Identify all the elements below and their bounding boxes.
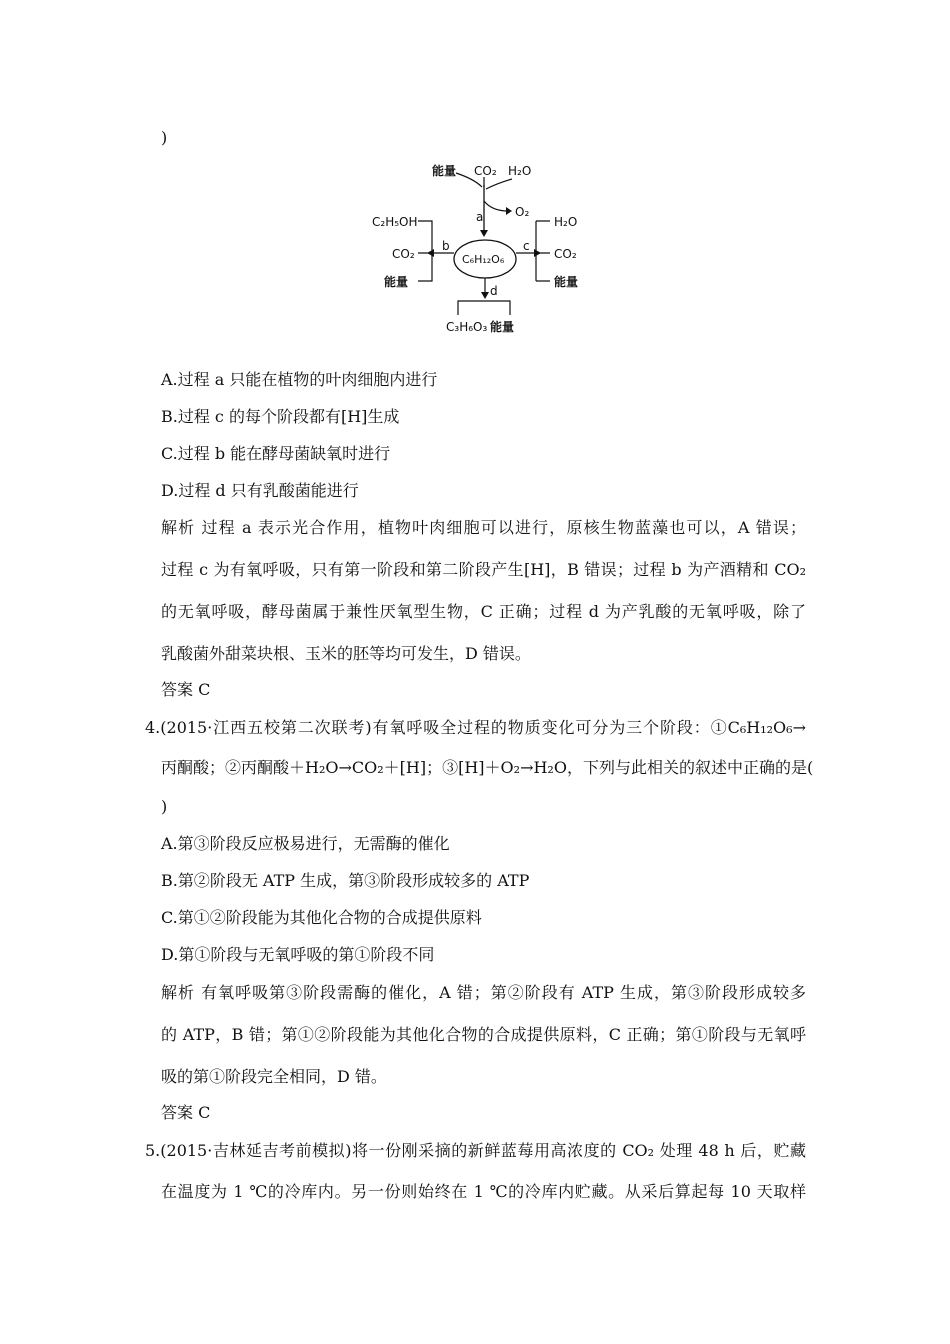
- h2o-top-label: H₂O: [508, 164, 532, 178]
- q5-stem-line-2: 在温度为 1 ℃的冷库内。另一份则始终在 1 ℃的冷库内贮藏。从采后算起每 10 天取样: [161, 1182, 806, 1201]
- q4-stem-line-2: 丙酮酸；②丙酮酸＋H₂O→CO₂＋[H]；③[H]＋O₂→H₂O，下列与此相关的叙述中正确的是(: [161, 758, 814, 777]
- q3-option-a: A.过程 a 只能在植物的叶肉细胞内进行: [161, 370, 438, 389]
- q4-stem-line-3: ): [161, 797, 168, 816]
- q3-analysis-line-3: 的无氧呼吸，酵母菌属于兼性厌氧型生物，C 正确；过程 d 为产乳酸的无氧呼吸，除了: [161, 602, 806, 621]
- q4-analysis-line-3: 吸的第①阶段完全相同，D 错。: [161, 1067, 387, 1086]
- co2-left-label: CO₂: [392, 247, 415, 261]
- co2-right-label: CO₂: [554, 247, 577, 261]
- energy-bottom-label: 能量: [490, 320, 515, 334]
- ethanol-label: C₂H₅OH: [372, 215, 418, 229]
- process-d-label: d: [490, 284, 498, 298]
- q5-stem-line-1: 5.(2015·吉林延吉考前模拟)将一份刚采摘的新鲜蓝莓用高浓度的 CO₂ 处理 48 h 后，贮藏: [145, 1141, 806, 1160]
- energy-right-label: 能量: [554, 275, 579, 289]
- process-b-label: b: [442, 239, 450, 253]
- q3-answer: 答案 C: [161, 680, 211, 699]
- q4-option-a: A.第③阶段反应极易进行，无需酶的催化: [161, 834, 450, 853]
- q3-analysis-line-4: 乳酸菌外甜菜块根、玉米的胚等均可发生，D 错误。: [161, 644, 531, 663]
- q4-analysis-line-2: 的 ATP，B 错；第①②阶段能为其他化合物的合成提供原料，C 正确；第①阶段与无氧呼: [161, 1025, 806, 1044]
- o2-label: O₂: [515, 205, 530, 219]
- q3-option-d: D.过程 d 只有乳酸菌能进行: [161, 481, 359, 500]
- q3-analysis-line-2: 过程 c 为有氧呼吸，只有第一阶段和第二阶段产生[H]，B 错误；过程 b 为产酒精和 CO₂: [161, 560, 806, 579]
- co2-top-label: CO₂: [474, 164, 497, 178]
- q3-option-b: B.过程 c 的每个阶段都有[H]生成: [161, 407, 400, 426]
- lactic-acid-label: C₃H₆O₃: [446, 320, 488, 334]
- q4-stem-line-1: 4.(2015·江西五校第二次联考)有氧呼吸全过程的物质变化可分为三个阶段：①C₆H₁₂O₆→: [145, 718, 806, 737]
- energy-left-label: 能量: [384, 275, 409, 289]
- glucose-label: C₆H₁₂O₆: [462, 253, 505, 266]
- q3-analysis-line-1: 解析 过程 a 表示光合作用，植物叶肉细胞可以进行，原核生物蓝藻也可以，A 错误；: [161, 518, 806, 537]
- q4-option-d: D.第①阶段与无氧呼吸的第①阶段不同: [161, 945, 435, 964]
- energy-top-label: 能量: [432, 164, 457, 178]
- process-c-label: c: [523, 239, 530, 253]
- q3-option-c: C.过程 b 能在酵母菌缺氧时进行: [161, 444, 391, 463]
- metabolism-diagram: [370, 155, 600, 340]
- h2o-right-label: H₂O: [554, 215, 578, 229]
- continuation-paren: ): [161, 128, 168, 147]
- process-a-label: a: [476, 210, 484, 224]
- q4-option-c: C.第①②阶段能为其他化合物的合成提供原料: [161, 908, 482, 927]
- q4-answer: 答案 C: [161, 1103, 211, 1122]
- q4-option-b: B.第②阶段无 ATP 生成，第③阶段形成较多的 ATP: [161, 871, 530, 890]
- q4-analysis-line-1: 解析 有氧呼吸第③阶段需酶的催化，A 错；第②阶段有 ATP 生成，第③阶段形成较多: [161, 983, 806, 1002]
